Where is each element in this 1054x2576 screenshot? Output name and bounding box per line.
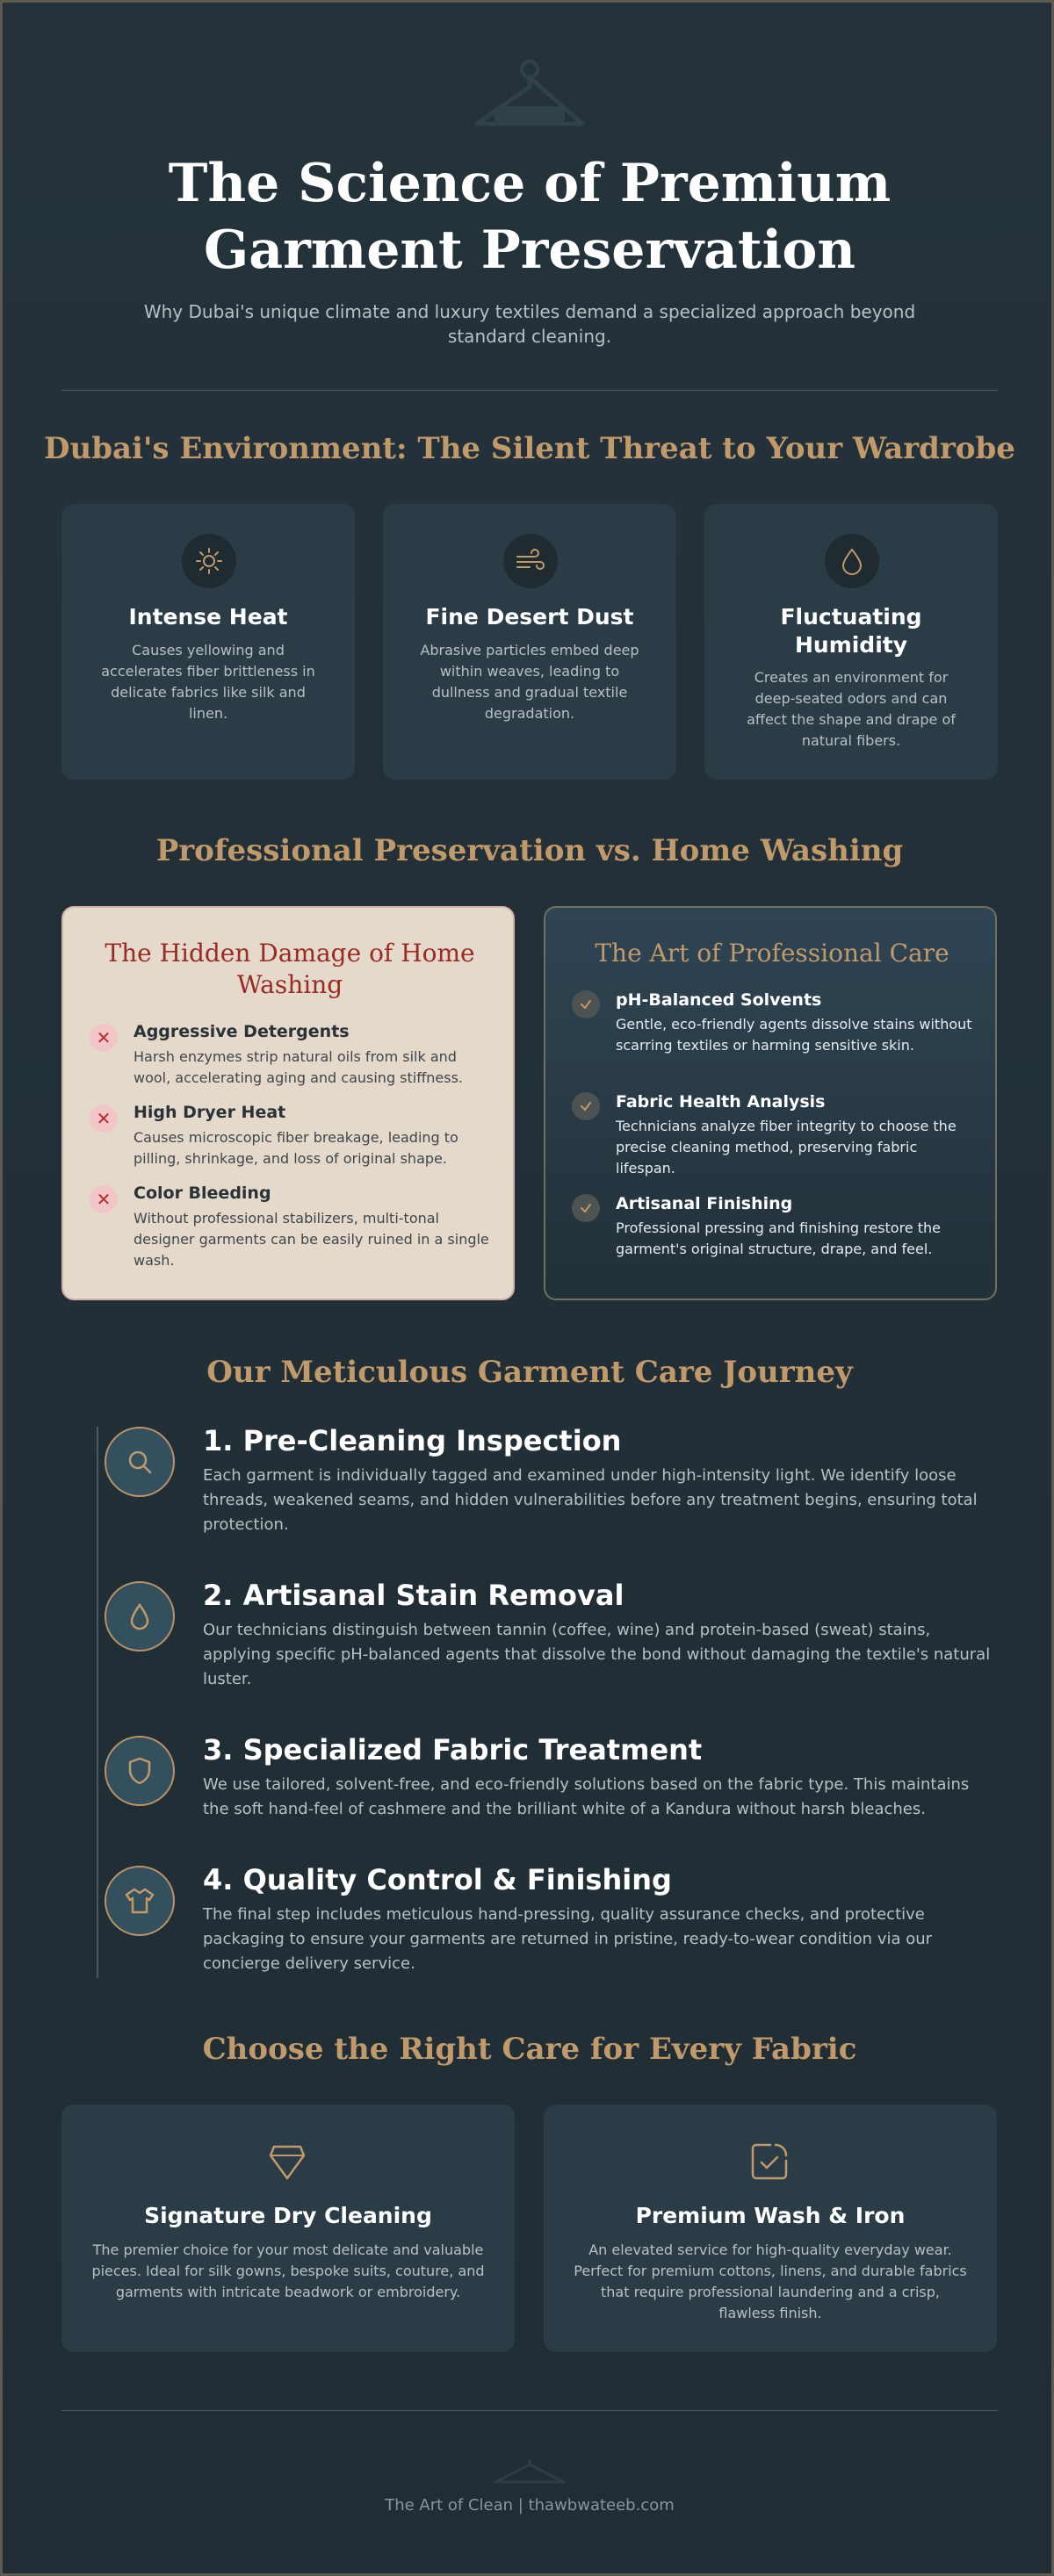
fabric-card-dry-cleaning [61, 2105, 515, 2352]
env-card-humidity [704, 504, 998, 780]
step-desc: The final step includes meticulous hand-pressing, quality assurance checks, and protective packaging to ensure your garments are returned in pristine, ready-to-wear condition via our concierge delivery service. [203, 1905, 933, 1973]
divider [61, 390, 998, 391]
care-item-desc: Gentle, eco-friendly agents dissolve stains without scarring textiles or harming sensitive skin. [616, 1016, 972, 1054]
fabric-card-title: Signature Dry Cleaning [144, 2203, 432, 2228]
search-icon [105, 1427, 175, 1497]
step-desc: We use tailored, solvent-free, and eco-friendly solutions based on the fabric type. This maintains the soft hand-feel of cashmere and the brilliant white of a Kandura without harsh bleaches. [203, 1775, 970, 1818]
step-desc: Each garment is individually tagged and examined under high-intensity light. We identify loose threads, weakened seams, and hidden vulnerabilities before any treatment begins, ensuring total protection. [203, 1466, 978, 1534]
shirt-icon [105, 1866, 175, 1936]
step-title: 1. Pre-Cleaning Inspection [203, 1424, 622, 1457]
divider [61, 2410, 998, 2411]
droplet-icon [105, 1581, 175, 1651]
env-card-dust [383, 504, 676, 780]
care-item-title: pH-Balanced Solvents [616, 990, 822, 1010]
damage-item-title: Aggressive Detergents [134, 1022, 350, 1041]
home-washing-title: The Hidden Damage of Home Washing [105, 939, 475, 999]
close-icon: ✕ [90, 1024, 118, 1052]
footer-text: The Art of Clean | thawbwateeb.com [385, 2496, 675, 2515]
fabric-card-desc: An elevated service for high-quality everyday wear. Perfect for premium cottons, linens, and durable fabrics that require professional laundering and a crisp, flawless finish. [574, 2241, 967, 2321]
diamond-icon [265, 2140, 309, 2184]
page-title: The Science of Premium Garment Preservation [168, 153, 892, 281]
journey-section-title: Our Meticulous Garment Care Journey [206, 1355, 853, 1390]
comparison-section-title: Professional Preservation vs. Home Washing [155, 833, 904, 868]
step-title: 2. Artisanal Stain Removal [203, 1579, 624, 1612]
fabric-card-wash-iron [544, 2105, 997, 2352]
env-card-desc: Causes yellowing and accelerates fiber brittleness in delicate fabrics like silk and linen. [101, 642, 315, 722]
shield-icon [105, 1736, 175, 1806]
washer-check-icon [747, 2140, 791, 2184]
timeline-line [97, 1427, 98, 1978]
env-card-title: Intense Heat [128, 604, 288, 630]
fabric-card-desc: The premier choice for your most delicate and valuable pieces. Ideal for silk gowns, bespoke suits, couture, and garments with intricate beadwork or embroidery. [91, 2241, 485, 2300]
hanger-logo-icon [468, 57, 591, 136]
damage-item-desc: Harsh enzymes strip natural oils from silk and wool, accelerating aging and causing stiffness. [134, 1048, 463, 1086]
close-icon: ✕ [90, 1185, 118, 1213]
care-item-title: Artisanal Finishing [616, 1194, 793, 1213]
damage-item-title: High Dryer Heat [134, 1103, 286, 1122]
step-title: 4. Quality Control & Finishing [203, 1863, 672, 1896]
env-card-title: Fine Desert Dust [425, 604, 634, 630]
step-desc: Our technicians distinguish between tannin (coffee, wine) and protein-based (sweat) stains, applying specific pH-balanced agents that dissolve the bond without damaging the textile's natural luster. [203, 1621, 991, 1688]
professional-care-card [544, 906, 997, 1300]
env-card-desc: Abrasive particles embed deep within weaves, leading to dullness and gradual textile degradation. [420, 642, 639, 722]
professional-care-title: The Art of Professional Care [595, 939, 949, 968]
droplet-icon [825, 534, 879, 588]
hanger-logo-icon [490, 2456, 569, 2487]
care-item-desc: Professional pressing and finishing restore the garment's original structure, drape, and feel. [616, 1220, 942, 1257]
env-card-heat [61, 504, 355, 780]
env-card-title: Fluctuating Humidity [780, 604, 922, 658]
environment-section-title: Dubai's Environment: The Silent Threat to Your Wardrobe [44, 431, 1015, 466]
damage-item-desc: Causes microscopic fiber breakage, leading to pilling, shrinkage, and loss of original shape. [134, 1129, 458, 1167]
home-washing-card [61, 906, 515, 1300]
care-item-title: Fabric Health Analysis [616, 1092, 826, 1112]
fabric-section-title: Choose the Right Care for Every Fabric [202, 2032, 857, 2067]
check-icon [572, 1194, 600, 1222]
check-icon [572, 1092, 600, 1120]
env-card-desc: Creates an environment for deep-seated odors and can affect the shape and drape of natural fibers. [747, 669, 956, 749]
sun-icon [182, 534, 236, 588]
page-subtitle: Why Dubai's unique climate and luxury textiles demand a specialized approach beyond standard cleaning. [143, 301, 916, 347]
damage-item-title: Color Bleeding [134, 1184, 271, 1203]
check-icon [572, 990, 600, 1018]
care-item-desc: Technicians analyze fiber integrity to choose the precise cleaning method, preserving fabric lifespan. [616, 1118, 957, 1176]
wind-icon [503, 534, 558, 588]
damage-item-desc: Without professional stabilizers, multi-tonal designer garments can be easily ruined in a single wash. [134, 1210, 489, 1269]
fabric-card-title: Premium Wash & Iron [635, 2203, 906, 2228]
close-icon: ✕ [90, 1105, 118, 1133]
step-title: 3. Specialized Fabric Treatment [203, 1733, 703, 1767]
